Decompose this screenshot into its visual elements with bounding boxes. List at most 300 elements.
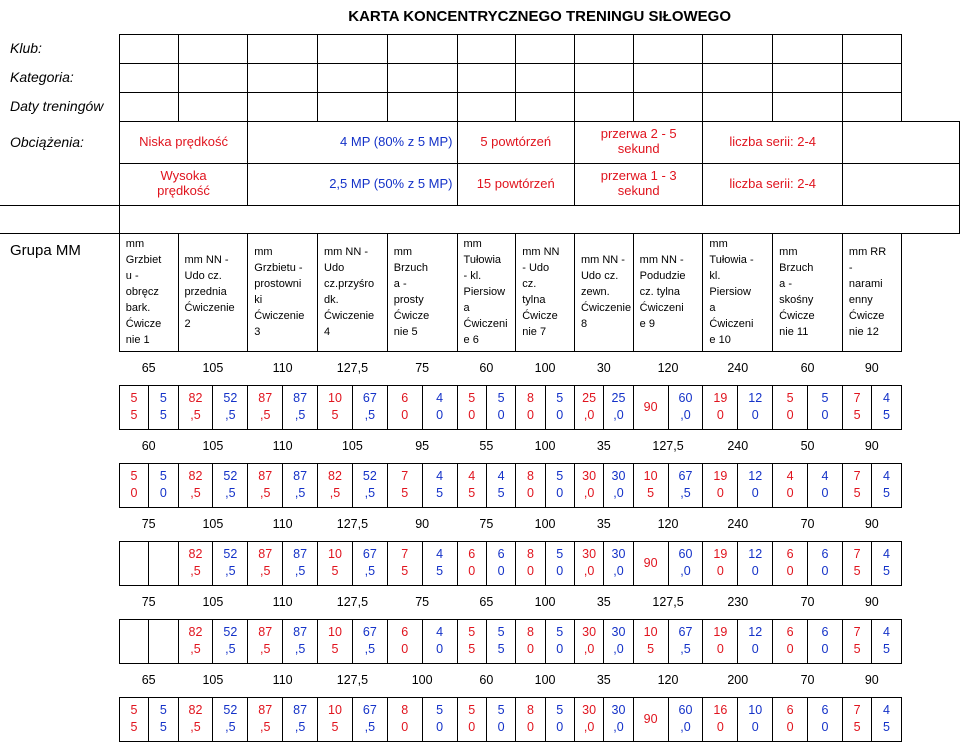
load-digit: 0 [526,564,534,578]
date-cell [703,92,773,121]
load-digit: 30 [611,547,626,561]
max-value: 240 [703,507,773,541]
exercise-header-8 [574,233,633,351]
load-digit: 19 [713,391,728,405]
load-digit: 5 [436,703,444,717]
exercise-line: Ćwiczenie [184,302,235,314]
load-digit: 0 [751,720,759,734]
exercise-line: Udo [324,262,345,274]
load-digit: 87 [293,703,308,717]
load-digit: ,5 [190,486,201,500]
load-digit: ,0 [583,642,595,656]
load-digit: 87 [258,703,273,717]
exercise-line: mm NN [522,246,560,258]
low-speed-load [178,385,213,429]
high-speed-load [213,463,248,507]
low-speed-load [387,385,422,429]
max-value: 90 [387,507,457,541]
block-left [0,385,119,429]
mp-cell: 2,5 MP (50% z 5 MP) [248,163,457,205]
load-digit: 16 [713,703,728,717]
low-speed-load [248,619,283,663]
exercise-line: tylna [522,294,546,306]
low-speed-load [516,697,545,741]
date-cell [457,63,516,92]
reps-cell: 15 powtórzeń [457,163,574,205]
exercise-line: - kl. [463,270,482,282]
exercise-line: nie 1 [125,334,150,346]
high-speed-load [283,385,318,429]
exercise-line: Ćwicze [848,310,885,322]
high-speed-load [213,697,248,741]
exercise-header-9 [633,233,703,351]
high-speed-load [668,697,703,741]
max-value: 110 [248,429,318,463]
load-digit: ,5 [680,642,691,656]
high-speed-load [545,463,574,507]
high-speed-load [486,463,515,507]
load-digit: 10 [643,469,658,483]
load-digit: 5 [401,486,409,500]
load-digit: 87 [293,547,308,561]
high-speed-load [872,619,901,663]
low-speed-load [318,541,353,585]
load-digit: 5 [853,486,861,500]
load-digit: ,5 [294,408,306,422]
load-digit: 30 [611,703,626,717]
exercise-line: nie 11 [779,326,809,338]
date-cell [318,92,388,121]
high-speed-load [422,697,457,741]
high-speed-load [213,541,248,585]
load-digit: 5 [556,469,564,483]
exercise-line: Ćwicze [779,310,815,322]
exercise-line: kl. [709,270,721,282]
max-value: 90 [842,351,901,385]
load-digit: 0 [556,642,564,656]
date-cell [773,92,843,121]
low-speed-load [773,697,808,741]
load-digit: 5 [853,564,861,578]
label-loads: Obciążenia: [10,133,84,150]
date-cell [633,34,703,63]
exercise-line: cz.przyśro [324,278,375,290]
exercise-line: mm [393,246,413,258]
load-digit: 0 [556,486,564,500]
load-digit: 52 [223,625,238,639]
load-digit: ,5 [225,486,236,500]
low-speed-load [703,541,738,585]
load-digit: ,0 [613,720,624,734]
high-speed-load [283,697,318,741]
high-speed-load [352,463,387,507]
load-digit: 6 [786,625,794,639]
high-speed-load [149,541,178,585]
low-speed-load [457,541,486,585]
load-digit: 0 [159,486,167,500]
load-digit: 67 [678,469,693,483]
exercise-line: Ćwiczeni [463,318,508,330]
load-digit: 30 [582,703,597,717]
label-dates: Daty treningów [10,98,104,115]
load-digit: ,0 [613,564,624,578]
speed-cell: Niska prędkość [119,121,247,163]
load-digit: 4 [882,469,890,483]
load-digit: 5 [882,720,890,734]
load-digit: 5 [159,391,167,405]
block-left [0,463,119,507]
load-digit: 82 [188,703,203,717]
high-speed-load [872,385,901,429]
max-value: 127,5 [633,429,703,463]
load-digit: 5 [882,408,890,422]
load-digit: 4 [436,469,444,483]
high-speed-load [213,619,248,663]
max-value: 70 [773,507,843,541]
date-cell [842,34,901,63]
exercise-line: cz. [522,278,537,290]
load-digit: 0 [821,408,829,422]
load-digit: ,5 [225,642,236,656]
load-digit: 0 [716,720,724,734]
load-digit: ,5 [259,642,271,656]
load-digit: ,5 [259,408,271,422]
load-digit: 5 [556,547,564,561]
max-value: 120 [633,507,703,541]
load-digit: ,5 [259,564,271,578]
low-speed-load [773,463,808,507]
load-digit: 87 [293,391,308,405]
exercise-header-12 [842,233,901,351]
series-cell: liczba serii: 2-4 [703,163,843,205]
load-digit: 5 [468,703,476,717]
load-digit: 30 [611,625,626,639]
exercise-line: e 9 [639,318,655,330]
low-speed-load [633,463,668,507]
exercise-line: mm NN - [184,254,229,266]
load-digit: 7 [401,469,409,483]
exercise-line: Ćwicze [393,310,430,322]
exercise-line: Tułowia - [709,254,754,266]
exercise-line: Piersiow [709,286,751,298]
exercise-line: mm [254,246,273,258]
load-digit: 4 [882,625,890,639]
load-digit: 5 [853,642,861,656]
load-digit: 5 [497,625,505,639]
load-digit: 8 [526,547,534,561]
rest-cell: przerwa 2 - 5 sekund [574,121,702,163]
load-digit: 6 [786,703,794,717]
exercise-header-7 [516,233,575,351]
load-digit: 82 [328,469,342,483]
load-digit: 0 [468,564,476,578]
high-speed-load [422,463,457,507]
exercise-header-2 [178,233,248,351]
exercise-line: narami [848,278,883,290]
low-speed-load [773,385,808,429]
load-digit: 5 [331,642,339,656]
low-speed-load [248,541,283,585]
max-value: 35 [574,663,633,697]
load-digit: 7 [853,703,861,717]
high-speed-load [149,619,178,663]
date-cell [178,63,248,92]
low-speed-load [119,697,148,741]
low-speed-load [248,463,283,507]
date-cell [633,63,703,92]
load-digit: 67 [362,547,377,561]
high-speed-load [352,385,387,429]
date-cell [119,63,178,92]
high-speed-load [283,619,318,663]
exercise-line: a [463,302,470,314]
exercise-line: mm [709,238,728,250]
exercise-line: Ćwiczeni [709,318,754,330]
low-speed-load [633,619,668,663]
exercise-line: Ćwiczenie [580,302,632,314]
load-digit: 5 [497,391,505,405]
max-value: 60 [119,429,178,463]
low-speed-load [387,697,422,741]
load-digit: 5 [331,720,339,734]
high-speed-load [545,697,574,741]
load-digit: 0 [716,486,724,500]
low-speed-load [574,385,603,429]
load-digit: 30 [611,469,626,483]
load-digit: 8 [526,703,534,717]
max-value: 35 [574,507,633,541]
max-value: 240 [703,429,773,463]
exercise-header-3 [248,233,318,351]
date-cell [318,63,388,92]
load-digit: ,5 [259,486,271,500]
load-digit: 6 [401,625,409,639]
max-value: 35 [574,585,633,619]
high-speed-load [808,697,843,741]
load-digit: 67 [362,703,377,717]
date-cell [703,63,773,92]
exercise-line: mm NN - [639,254,684,266]
load-digit: 0 [716,564,724,578]
load-digit: 6 [401,391,409,405]
exercise-line: przednia [184,286,227,298]
load-digit: 30 [582,469,597,483]
load-digit: 0 [556,408,564,422]
load-digit: ,5 [225,720,236,734]
load-digit: 5 [130,703,138,717]
high-speed-load [604,697,633,741]
date-cell [574,92,633,121]
max-value: 100 [516,507,575,541]
load-digit: 19 [713,547,728,561]
date-cell [516,34,575,63]
load-digit: ,5 [190,720,201,734]
max-value: 105 [318,429,388,463]
max-value: 105 [178,507,248,541]
high-speed-load [486,697,515,741]
exercise-line: - [848,262,853,274]
load-digit: 5 [436,564,444,578]
block-left [0,619,119,663]
exercise-line: mm [779,246,798,258]
max-value: 75 [457,507,516,541]
max-value: 105 [178,585,248,619]
load-digit: ,5 [259,720,271,734]
exercise-line: mm RR [848,246,887,258]
load-digit: ,5 [294,642,306,656]
low-speed-load [842,697,871,741]
load-digit: 0 [436,720,444,734]
label-category: Kategoria: [10,69,74,86]
load-digit: 4 [436,625,444,639]
exercise-line: obręcz [125,286,159,298]
mp-cell: 4 MP (80% z 5 MP) [248,121,457,163]
max-value: 100 [516,351,575,385]
load-digit: 5 [130,408,138,422]
low-speed-load [703,619,738,663]
load-digit: 0 [556,564,564,578]
load-digit: 90 [643,399,658,414]
exercise-line: mm NN - [580,254,625,266]
load-digit: 0 [821,564,829,578]
max-value: 95 [387,429,457,463]
load-digit: 5 [647,486,655,500]
load-digit: 5 [556,703,564,717]
high-speed-load [352,619,387,663]
max-value: 110 [248,351,318,385]
load-digit: ,0 [583,720,595,734]
exercise-header-11 [773,233,843,351]
exercise-line: Grzbietu - [254,262,303,274]
high-speed-load [808,463,843,507]
exercise-line: Ćwiczeni [639,302,684,314]
exercise-line: nie 7 [522,326,547,338]
max-value: 120 [633,351,703,385]
load-digit: 5 [786,391,794,405]
max-value: 105 [178,663,248,697]
exercise-line: Piersiow [463,286,506,298]
date-cell [387,34,457,63]
high-speed-load [545,385,574,429]
date-cell [387,63,457,92]
exercise-header-10 [703,233,773,351]
exercise-line: cz. tylna [639,286,681,298]
exercise-line: nie 12 [848,326,879,338]
load-digit: 10 [328,547,342,561]
max-value: 70 [773,663,843,697]
load-digit: 67 [678,625,693,639]
load-digit: 0 [436,408,444,422]
exercise-line: Brzuch [393,262,429,274]
max-value: 70 [773,585,843,619]
load-digit: 4 [882,547,890,561]
load-digit: 5 [468,391,476,405]
load-digit: 5 [130,720,138,734]
load-digit: 12 [748,625,763,639]
load-digit: 0 [786,564,794,578]
low-speed-load [387,463,422,507]
exercise-line: Ćwicze [522,310,558,322]
exercise-line: zewn. [580,286,610,298]
load-digit: 7 [853,547,861,561]
load-digit: 6 [821,547,829,561]
load-digit: 0 [497,408,505,422]
load-digit: ,5 [294,564,306,578]
load-digit: 4 [786,469,794,483]
max-value: 90 [842,663,901,697]
load-digit: 87 [293,469,308,483]
load-digit: ,5 [294,720,306,734]
low-speed-load [842,463,871,507]
max-value: 110 [248,507,318,541]
load-digit: 25 [582,391,597,405]
load-digit: 25 [611,391,626,405]
load-digit: 5 [331,408,339,422]
exercise-header-1 [119,233,178,351]
high-speed-load [604,541,633,585]
load-digit: 82 [188,547,203,561]
load-digit: ,5 [680,486,691,500]
low-speed-load [703,385,738,429]
load-digit: 87 [258,469,273,483]
high-speed-load [808,541,843,585]
load-digit: 0 [526,642,534,656]
max-value: 35 [574,429,633,463]
date-cell [574,63,633,92]
load-digit: ,5 [190,564,201,578]
high-speed-load [738,385,773,429]
load-digit: 5 [468,625,476,639]
high-speed-load [872,697,901,741]
speed-cell: Wysoka prędkość [119,163,247,205]
load-digit: 4 [882,391,890,405]
max-value: 105 [178,429,248,463]
max-value: 75 [387,351,457,385]
load-digit: 67 [362,625,377,639]
max-value: 240 [703,351,773,385]
empty-cell [842,163,960,205]
low-speed-load [516,463,545,507]
exercise-line: - Udo [522,262,550,274]
max-value: 200 [703,663,773,697]
load-digit: 5 [468,486,476,500]
load-digit: 0 [497,564,505,578]
max-value: 127,5 [318,663,388,697]
load-digit: 5 [853,408,861,422]
low-speed-load [248,385,283,429]
load-digit: ,0 [583,564,595,578]
load-digit: 5 [853,720,861,734]
load-digit: ,0 [613,486,624,500]
high-speed-load [808,385,843,429]
exercise-line: nie 5 [393,326,418,338]
load-digit: 0 [401,408,409,422]
date-cell [842,92,901,121]
high-speed-load [738,697,773,741]
load-digit: 5 [882,642,890,656]
high-speed-load [149,463,178,507]
date-cell [248,92,318,121]
load-digit: 8 [526,625,534,639]
load-digit: 10 [328,625,342,639]
load-digit: 52 [223,703,238,717]
exercise-line: skośny [779,294,814,306]
exercise-line: Ćwiczenie [324,310,375,322]
page-title: KARTA KONCENTRYCZNEGO TRENINGU SIŁOWEGO [348,8,732,26]
exercise-line: a [709,302,716,314]
load-digit: 4 [821,469,829,483]
max-value: 60 [773,351,843,385]
